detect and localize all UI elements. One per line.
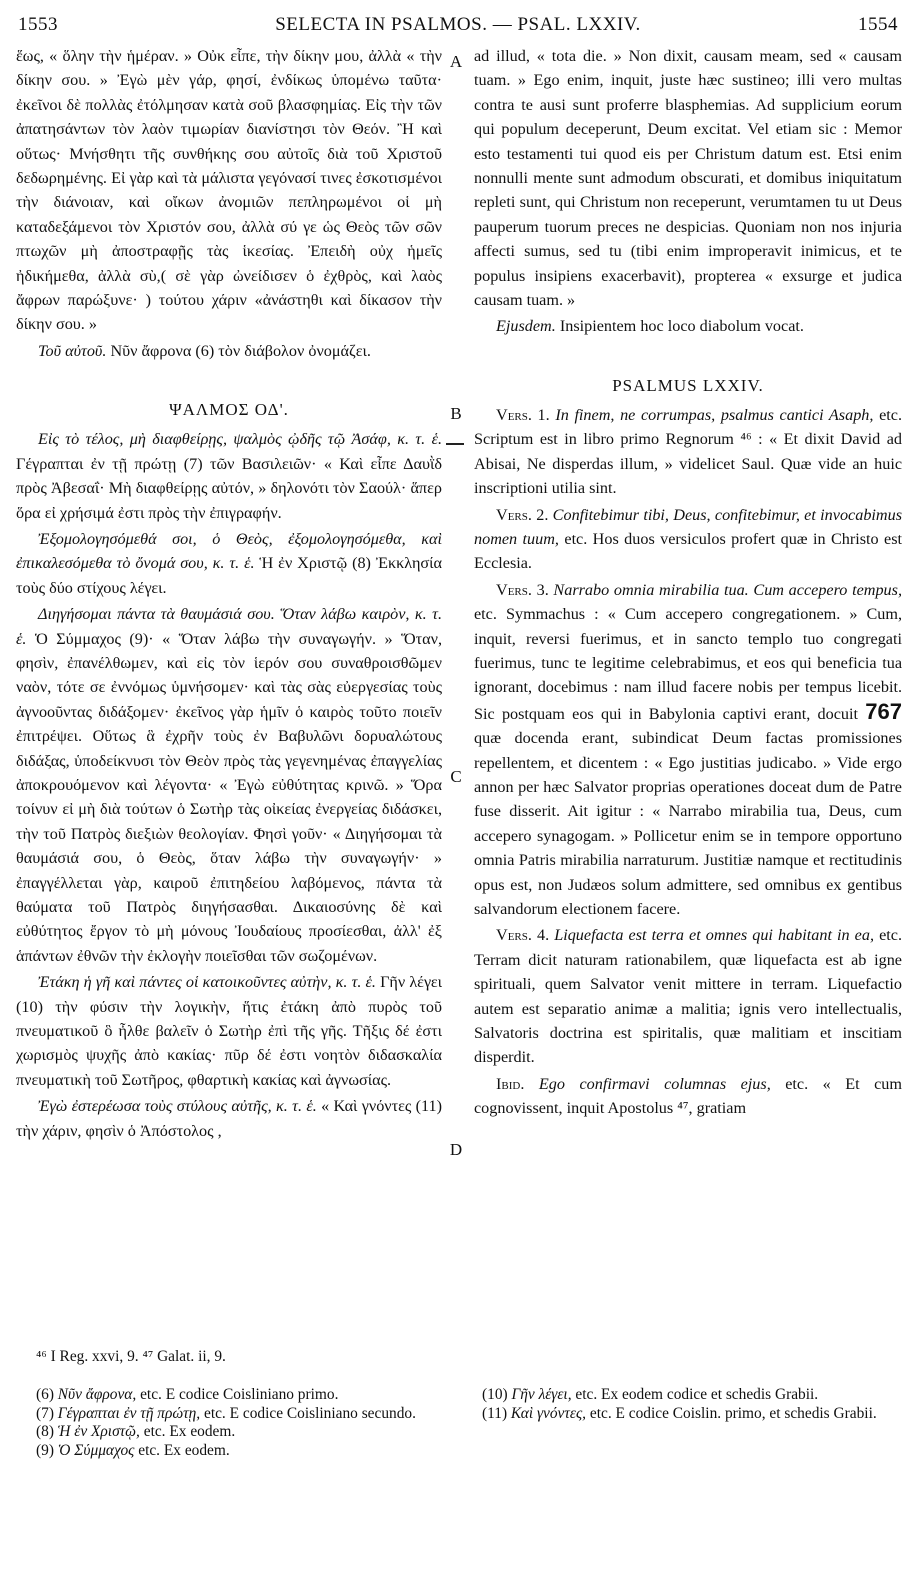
reference-line: ⁴⁶ I Reg. xxvi, 9. ⁴⁷ Galat. ii, 9. [36, 1348, 226, 1365]
editorial-note: (9) Ὁ Σύμμαχος etc. Ex eodem. [36, 1441, 230, 1459]
greek-lemma: Ἐτάκη ἡ γῆ καὶ πάντες οἱ κατοικοῦντες αὐτὴν, κ. τ. ἑ. [38, 973, 376, 992]
greek-lemma: Ἐγὼ ἐστερέωσα τοὺς στύλους αὐτῆς, κ. τ. ἑ. [38, 1097, 317, 1116]
latin-psalm-title: PSALMUS LXXIV. [612, 375, 764, 395]
greek-paragraph: Τοῦ αὐτοῦ. Νῦν ἄφρονα (6) τὸν διάβολον ὀνομάζει. [38, 341, 371, 360]
left-page-number: 1553 [18, 14, 58, 35]
latin-paragraph: Vers. 1. In finem, ne corrumpas, psalmus cantici Asaph, etc. Scriptum est in libro primo Regnorum ⁴⁶ : « Et dixit David ad Abisai, Ne disperdas illum, » videlicet Saul. Quæ vide an huic inscriptioni utilia sint. [474, 405, 902, 498]
verse-label: Vers. 4. [496, 926, 550, 945]
greek-lemma: Ἐξομολογησόμεθά σοι, ὁ Θεὸς, ἐξομολογησόμεθα, καὶ ἐπικαλεσόμεθα τὸ ὄνομά σου, κ. τ. ἑ. [16, 529, 442, 573]
margin-letter-b: B [450, 404, 462, 423]
latin-lemma: In finem, ne corrumpas, psalmus cantici Asaph, [549, 405, 874, 424]
right-page-number: 1554 [858, 14, 898, 35]
greek-paragraph: Ἐξομολογησόμεθά σοι, ὁ Θεὸς, ἐξομολογησόμεθα, καὶ ἐπικαλεσόμεθα τὸ ὄνομά σου, κ. τ. ἑ. Ἡ ἐν Χριστῷ (8) Ἐκκλησία τοὺς δύο στίχους λέγει. [16, 529, 442, 597]
latin-paragraph: Vers. 2. Confitebimur tibi, Deus, confitebimur, et invocabimus nomen tuum, etc. Hos duos versiculos profert quæ in Christo est Ecclesia. [474, 505, 903, 573]
running-title: SELECTA IN PSALMOS. — PSAL. LXXIV. [275, 14, 641, 35]
greek-lemma: Εἰς τὸ τέλος, μὴ διαφθείρῃς, ψαλμὸς ᾠδῆς τῷ Ἀσάφ, κ. τ. ἑ. [38, 430, 442, 449]
notes-right [482, 1386, 900, 1423]
greek-paragraph: Ἐγὼ ἐστερέωσα τοὺς στύλους αὐτῆς, κ. τ. ἑ. « Καὶ γνόντες (11) τὴν χάριν, φησὶν ὁ Ἀπόστολος , [16, 1097, 443, 1140]
latin-lemma: Liquefacta est terra et omnes qui habitant in ea, [549, 926, 875, 945]
greek-paragraph: Διηγήσομαι πάντα τὰ θαυμάσιά σου. Ὅταν λάβω καιρὸν, κ. τ. ἑ. Ὁ Σύμμαχος (9)· « Ὅταν λάβω τὴν συναγωγήν. » Ὅταν, φησὶν, ἐπανέλθωμεν, καὶ εἰς τὸν ἱερόν σου συναθροισθῶμεν ναὸν, τότε σε ἐννόμως ὑμνήσομεν· καὶ τὰς σὰς εὐεργεσίας τοὺς ἀγνοοῦντας διδάξομεν· ἐκεῖνος γὰρ ἡμῖν ὁ καιρὸς τοῦτο ποιεῖν ἐπιτρέψει. Οὕτως ἃ ἐχρῆν τοὺς ἐν Βαβυλῶνι δορυαλώτους διδάξας, ὑποδείκνυσι τὸν Θεὸν πρὸς τὰς γεγενημένας ἐπαγγελίας ἀποκρουόμενον καὶ λέγοντα· « Ἐγὼ εὐθύτητας κρινῶ. » Ὅρα τοίνυν εἰ μὴ διὰ τούτων ὁ Σωτὴρ τὰς οἰκείας ἐνεργείας διδάσκει, τὴν τοῦ Πατρὸς διεξιὼν θεολογίαν. Φησὶ γοῦν· « Διηγήσομαι τὰ θαυμάσιά σου, ὁ Θεὸς, ὅταν λάβω τὴν συναγωγήν· » ἐπαγγέλλεται γὰρ, καιροῦ ἐπιτηδείου λαβόμενος, πάντα τὰ θαύματα τοῦ Πατρὸς διηγήσασθαι. Δικαιοσύνης δὲ καὶ εὐθύτητος ἔργον τὸ μὴ μόνους Ἰουδαίους προσίεσθαι, ἀλλ' ἐξ ἁπάντων ἐθνῶν τὴν ἐκλογὴν ποιεῖσθαι τῶν σωζομένων. [16, 605, 442, 965]
latin-paragraph: Ibid. Ego confirmavi columnas ejus, etc. « Et cum cognovissent, inquit Apostolus ⁴⁷, gratiam [474, 1074, 902, 1118]
verse-label: Ibid. [496, 1074, 525, 1093]
latin-lemma: Narrabo omnia mirabilia tua. Cum accepero tempus, [548, 580, 902, 599]
latin-column [474, 44, 902, 1123]
editorial-note: (6) Νῦν ἄφρονα, etc. E codice Coisliniano primo. [36, 1386, 339, 1403]
greek-paragraph: Ἐτάκη ἡ γῆ καὶ πάντες οἱ κατοικοῦντες αὐτὴν, κ. τ. ἑ. Γῆν λέγει (10) τὴν φύσιν τὴν λογικὴν, ἥτις ἐτάκη ἀπὸ πυρὸς τοῦ πνευματικοῦ ὃ ἦλθε βαλεῖν ὁ Σωτὴρ ἐπὶ τῆς γῆς. Τῆξις δέ ἐστι χωρισμὸς ψυχῆς ἀπὸ κακίας· πῦρ δέ ἐστι νοητὸν διδασκαλία πνευματικὴ τοῦ Σωτῆρος, φθαρτικὴ κακίας καὶ ἀγνωσίας. [16, 973, 442, 1089]
greek-paragraph: Εἰς τὸ τέλος, μὴ διαφθείρῃς, ψαλμὸς ᾠδῆς τῷ Ἀσάφ, κ. τ. ἑ. Γέγραπται ἐν τῇ πρώτῃ (7) τῶν Βασιλειῶν· « Καὶ εἶπε Δαυῒδ πρὸς Ἀβεσαΐ· Μὴ διαφθείρῃς αὐτόν, » δηλονότι τὸν Σαούλ· ἅπερ ὅρα εἰ χρήσιμά ἐστι πρὸς τὴν ἐπιγραφήν. [16, 430, 442, 522]
latin-paragraph: ad illud, « tota die. » Non dixit, causam meam, sed « causam tuam. » Ego enim, inquit, juste hæc sustineo; illi vero multas contra te ausi sunt proferre blasphemias. Ad supplicium eorum qui populum deceperunt, Deum excitat. Vel etiam sic : Memor esto testamenti tui quod eis per Christum datum est. Etsi enim nonnulli mente sunt admodum obscurati, et domibus iniquitatum repleti sunt, qui Christum non receperunt, verumtamen tu ut Deus pauperum tuorum preces ne despicias. Quoniam non nos injuria affecti sumus, sed tu (tibi enim improperavit inimicus, et te populus insipiens exacerbavit), propterea « exsurge et judica causam tuam. » [474, 47, 902, 310]
latin-paragraph: Ejusdem. Insipientem hoc loco diabolum vocat. [496, 317, 804, 336]
scripture-references [36, 1348, 896, 1367]
margin-letter-c: C [450, 767, 462, 786]
editorial-note: (8) Ἡ ἐν Χριστῷ, etc. Ex eodem. [36, 1423, 236, 1441]
latin-lemma: Ejusdem. [496, 317, 556, 336]
latin-lemma: Ego confirmavi columnas ejus, [524, 1074, 771, 1093]
editorial-note: (11) Καὶ γνόντες, etc. E codice Coislin. primo, et schedis Grabii. [482, 1404, 877, 1422]
notes-left [36, 1386, 436, 1460]
latin-lemma: Confitebimur tibi, Deus, confitebimur, et invocabimus nomen tuum, [474, 505, 903, 548]
latin-paragraph: Vers. 4. Liquefacta est terra et omnes qui habitant in ea, etc. Terram dicit naturam rationabilem, quæ liquefacta est ab igne spirituali, quem Salvator venit mittere in terram. Liquefactio autem est separatio animæ a malitia; ignis vero intellectualis, Salvatoris doctrina est spiritalis, quæ malitiam et inscitiam disperdit. [474, 926, 903, 1067]
verse-label: Vers. 1. [496, 405, 550, 424]
verse-label: Vers. 2. [496, 505, 549, 524]
editorial-note: (10) Γῆν λέγει, etc. Ex eodem codice et schedis Grabii. [482, 1386, 819, 1403]
running-header [18, 14, 898, 40]
greek-psalm-title: ΨΑΛΜΟΣ ΟΔ'. [169, 400, 289, 420]
page-marker: 767 [865, 698, 902, 724]
margin-letter-a: A [449, 52, 463, 71]
margin-letter-d: D [449, 1140, 463, 1159]
greek-paragraph: ἕως, « ὅλην τὴν ἡμέραν. » Οὐκ εἶπε, τὴν δίκην μου, ἀλλὰ « τὴν δίκην σου. » Ἐγὼ μὲν γάρ, φησί, ἐνδίκως ὑπομένω ταῦτα· ἐκεῖνοι δὲ πολλὰς ἐτόλμησαν κατὰ σοῦ βλασφημίας. Εἰς τὴν τῶν ἀπατησάντων τὸν λαὸν τιμωρίαν διανίστησι τὸν Θεόν. Ἢ καὶ οὕτως· Μνήσθητι τῆς συνθήκης σου αὐτοῖς διὰ τοῦ Χριστοῦ δεδωρημένης. Εἰ γὰρ καὶ τὰ μάλιστα γεγόνασί τινες ἐσκοτισμένοι τὴν διάνοιαν, καὶ οἴκων ἀνομιῶν πεπληρωμένοι οἱ μὴ καταδεξάμενοι τὸν Χριστόν σου, ἀλλὰ σύ γε ὡς Θεὸς τῶν σῶν πτωχῶν μὴ ἀποστραφῇς τὰς ἱκεσίας. Ἐπειδὴ οὐχ ἡμεῖς ἠδικήμεθα, ἀλλὰ σὺ,( σὲ γὰρ ὠνείδισεν ὁ ἐχθρὸς, καὶ λαὸς ἄφρων παρώξυνε· ) τούτου χάριν «ἀνάστηθι καὶ δίκασον τὴν δίκην σου. » [16, 47, 442, 334]
greek-lemma: Διηγήσομαι πάντα τὰ θαυμάσιά σου. Ὅταν λάβω καιρὸν, κ. τ. ἑ. [16, 605, 442, 648]
greek-lemma: Τοῦ αὐτοῦ. [38, 341, 107, 360]
latin-paragraph: Vers. 3. Narrabo omnia mirabilia tua. Cum accepero tempus, etc. Symmachus : « Cum accepero congregationem. » Cum, inquit, reversi fuerimus, et in sancto templo tuo congregati fuerimus, tunc te legitime celebrabimus, et eos qui beneficia tua ignorant, docebimus : nam illud facere nobis per tempus licebit. Sic postquam eos qui in Babylonia captivi erant, docuit 767 quæ docenda erant, subindicat Deum factas promissiones repellentem, et dicentem : « Ego justitias judicabo. » Vide ergo annon per hæc Salvator proprias operationes doceat dum de Patre fuse disserit. Ait igitur : « Narrabo mirabilia tua, Deus, cum accepero synagogam. » Pollicetur enim se in tempore opportuno omnia Patris mirabilia narraturum. Justitiæ namque et rectitudinis opus est, non Judæos solum admittere, sed omnibus ex gentibus salvandorum electionem facere. [474, 580, 902, 918]
editorial-note: (7) Γέγραπται ἐν τῇ πρώτῃ, etc. E codice Coisliniano secundo. [36, 1404, 416, 1422]
verse-label: Vers. 3. [496, 580, 549, 599]
margin-divider [446, 443, 464, 445]
greek-column [16, 44, 442, 1145]
